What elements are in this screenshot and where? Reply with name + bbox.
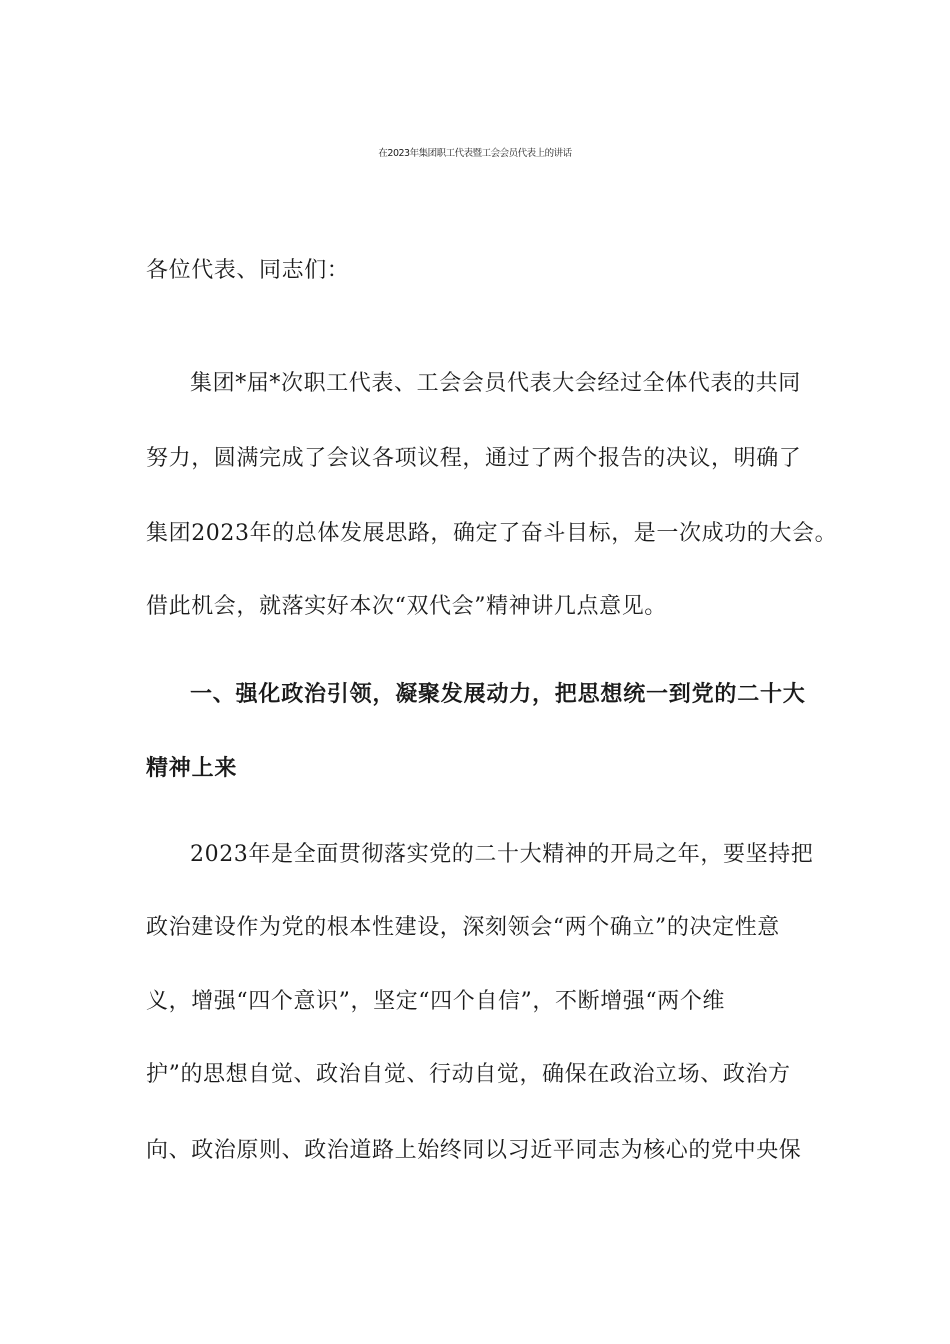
section-1-body-line-5: 向、政治原则、政治道路上始终同以习近平同志为核心的党中央保 [146, 1138, 802, 1163]
section-1-body-line-3: 义，增强“四个意识”，坚定“四个自信”，不断增强“两个维 [146, 989, 726, 1014]
section-1-heading-line-1: 一、强化政治引领，凝聚发展动力，把思想统一到党的二十大 [190, 682, 806, 707]
section-1-body-line-1: 2023年是全面贯彻落实党的二十大精神的开局之年，要坚持把 [190, 842, 814, 867]
section-1-body-line-2: 政治建设作为党的根本性建设，深刻领会“两个确立”的决定性意 [146, 915, 780, 940]
document-title: 在2023年集团职工代表暨工会会员代表上的讲话 [378, 148, 572, 159]
intro-line-4: 借此机会，就落实好本次“双代会”精神讲几点意见。 [146, 594, 667, 619]
intro-line-1: 集团*届*次职工代表、工会会员代表大会经过全体代表的共同 [190, 371, 801, 396]
intro-line-2: 努力，圆满完成了会议各项议程，通过了两个报告的决议，明确了 [146, 446, 802, 471]
section-1-body-line-4: 护”的思想自觉、政治自觉、行动自觉，确保在政治立场、政治方 [146, 1062, 791, 1087]
intro-line-3: 集团2023年的总体发展思路，确定了奋斗目标，是一次成功的大会。 [146, 521, 838, 546]
salutation: 各位代表、同志们： [146, 258, 350, 283]
section-1-heading-line-2: 精神上来 [146, 756, 238, 781]
